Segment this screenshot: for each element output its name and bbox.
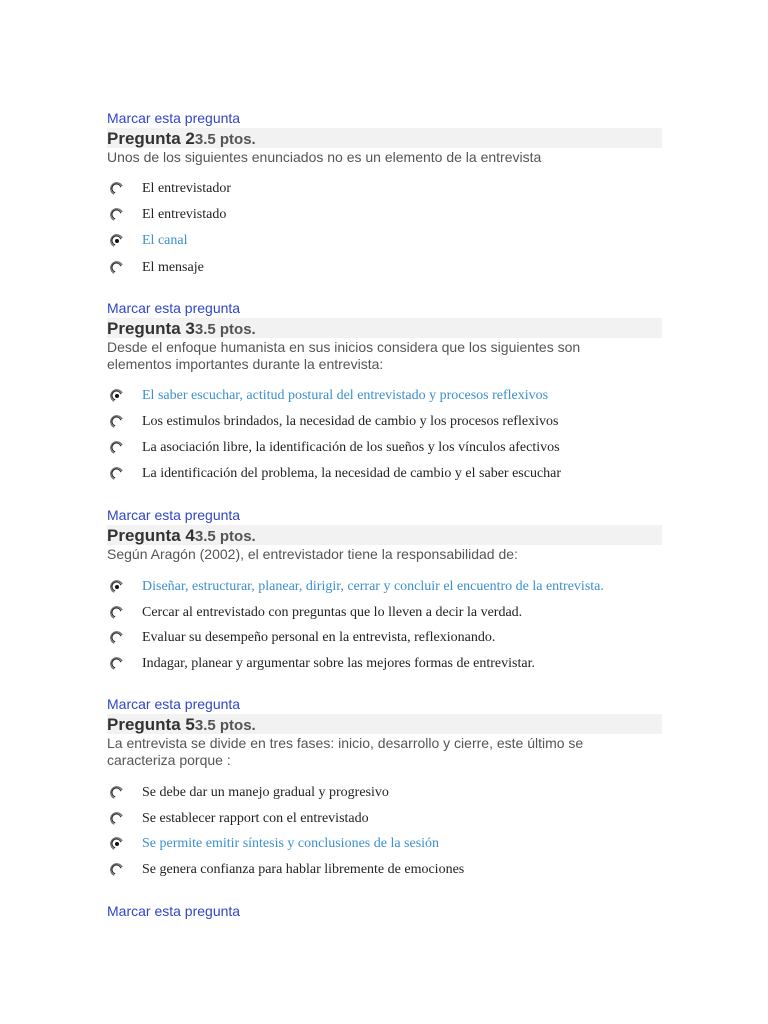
answer-option[interactable]	[107, 179, 662, 201]
answer-option[interactable]	[107, 603, 662, 625]
answer-option[interactable]	[107, 834, 662, 856]
answer-option[interactable]	[107, 628, 662, 650]
radio-button-icon[interactable]	[110, 837, 124, 851]
answer-label: El entrevistado	[142, 207, 227, 222]
question-header	[107, 128, 662, 148]
flag-question-link[interactable]: Marcar esta pregunta	[107, 696, 241, 712]
footer-block	[107, 902, 662, 920]
radio-button-icon[interactable]	[110, 812, 124, 826]
radio-button-icon[interactable]	[110, 657, 124, 671]
answer-option[interactable]	[107, 438, 662, 460]
radio-button-icon[interactable]	[110, 580, 124, 594]
answer-label: La asociación libre, la identificación de los sueños y los vínculos afectivos	[142, 440, 560, 455]
question-block	[107, 695, 662, 877]
answer-option[interactable]	[107, 809, 662, 831]
answer-label: Diseñar, estructurar, planear, dirigir, cerrar y concluir el encuentro de la entrevista.	[142, 579, 604, 594]
answer-label: Se permite emitir síntesis y conclusiones de la sesión	[142, 836, 440, 851]
radio-button-icon[interactable]	[110, 863, 124, 877]
question-title: Pregunta 4	[107, 526, 195, 545]
question-text: Desde el enfoque humanista en sus inicios considera que los siguientes son elementos importantes durante la entrevista:	[107, 339, 581, 372]
question-points: 3.5 ptos.	[194, 717, 256, 734]
radio-button-icon[interactable]	[110, 208, 124, 222]
answer-option[interactable]	[107, 464, 662, 486]
question-block	[107, 506, 662, 671]
answer-label: El entrevistador	[142, 181, 232, 196]
answer-label: Evaluar su desempeño personal en la entrevista, reflexionando.	[142, 630, 496, 645]
answer-label: Los estimulos brindados, la necesidad de cambio y los procesos reflexivos	[142, 414, 559, 429]
question-text: Unos de los siguientes enunciados no es un elemento de la entrevista	[107, 149, 542, 165]
radio-button-icon[interactable]	[110, 415, 124, 429]
question-text: La entrevista se divide en tres fases: inicio, desarrollo y cierre, este último se caracteriza porque :	[107, 735, 584, 768]
radio-button-icon[interactable]	[110, 261, 124, 275]
radio-button-icon[interactable]	[110, 606, 124, 620]
answer-option[interactable]	[107, 258, 662, 280]
question-title: Pregunta 3	[107, 319, 195, 338]
question-header	[107, 714, 662, 734]
answer-label: Se debe dar un manejo gradual y progresivo	[142, 785, 389, 800]
answer-label: El saber escuchar, actitud postural del entrevistado y procesos reflexivos	[142, 388, 549, 403]
answer-label: Indagar, planear y argumentar sobre las mejores formas de entrevistar.	[142, 656, 535, 671]
radio-button-icon[interactable]	[110, 234, 124, 248]
question-block	[107, 299, 662, 481]
radio-button-icon[interactable]	[110, 631, 124, 645]
answer-label: Se genera confianza para hablar libremente de emociones	[142, 862, 465, 877]
question-title: Pregunta 2	[107, 129, 195, 148]
flag-question-link[interactable]: Marcar esta pregunta	[107, 507, 241, 523]
flag-question-link[interactable]: Marcar esta pregunta	[107, 300, 241, 316]
flag-question-link[interactable]: Marcar esta pregunta	[107, 903, 241, 919]
question-points: 3.5 ptos.	[194, 131, 256, 148]
answer-option[interactable]	[107, 412, 662, 434]
answer-option[interactable]	[107, 577, 662, 599]
radio-button-icon[interactable]	[110, 182, 124, 196]
answer-label: La identificación del problema, la necesidad de cambio y el saber escuchar	[142, 466, 562, 481]
answer-option[interactable]	[107, 783, 662, 805]
answer-option[interactable]	[107, 231, 662, 253]
radio-button-icon[interactable]	[110, 467, 124, 481]
question-header	[107, 525, 662, 545]
radio-button-icon[interactable]	[110, 389, 124, 403]
question-points: 3.5 ptos.	[194, 321, 256, 338]
question-points: 3.5 ptos.	[194, 528, 256, 545]
answer-option[interactable]	[107, 860, 662, 882]
question-block	[107, 109, 662, 275]
question-title: Pregunta 5	[107, 715, 195, 734]
answer-option[interactable]	[107, 205, 662, 227]
answer-option[interactable]	[107, 654, 662, 676]
answer-label: Cercar al entrevistado con preguntas que lo lleven a decir la verdad.	[142, 605, 523, 620]
answer-label: Se establecer rapport con el entrevistado	[142, 811, 369, 826]
answer-label: El canal	[142, 233, 188, 248]
radio-button-icon[interactable]	[110, 786, 124, 800]
question-header	[107, 318, 662, 338]
radio-button-icon[interactable]	[110, 441, 124, 455]
flag-question-link[interactable]: Marcar esta pregunta	[107, 110, 241, 126]
question-text: Según Aragón (2002), el entrevistador tiene la responsabilidad de:	[107, 546, 518, 562]
answer-option[interactable]	[107, 386, 662, 408]
answer-label: El mensaje	[142, 260, 204, 275]
